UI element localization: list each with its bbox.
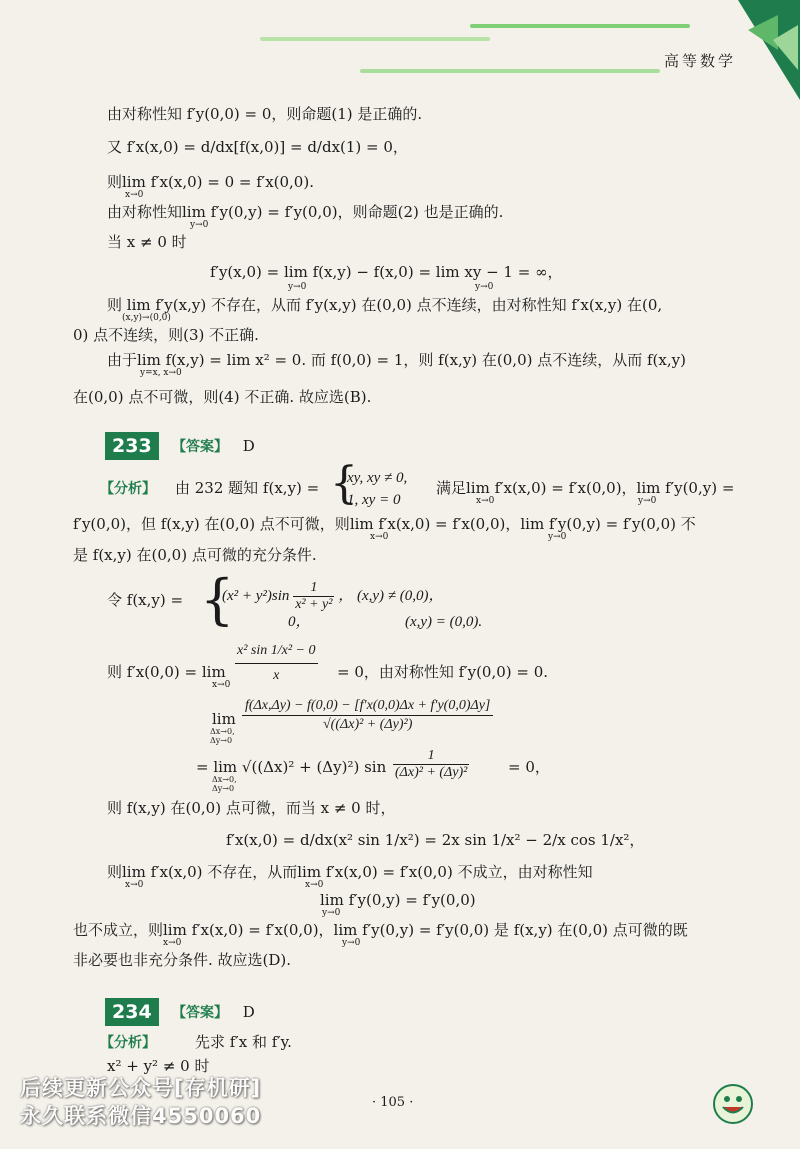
text-line-8: 0) 点不连续，则(3) 不正确. xyxy=(73,326,259,344)
limit-subscript: x→0 xyxy=(305,880,324,890)
header-stripe-2 xyxy=(260,37,490,41)
header-stripe-3 xyxy=(360,69,660,73)
diff-limit-line-2-tail: = 0， xyxy=(508,758,550,776)
analysis-line-9: f′x(x,0) = d/dx(x² sin 1/x²) = 2x sin 1/x² − 2/x cos 1/x²， xyxy=(226,831,645,849)
limit-subscript: Δx→0, Δy→0 xyxy=(210,727,235,745)
limit-subscript: y=x, x→0 xyxy=(140,368,182,378)
diff-limit-fraction: f(Δx,Δy) − f(0,0) − [f′x(0,0)Δx + f′y(0,0)Δy] √((Δx)² + (Δy)²) xyxy=(242,697,493,734)
limit-subscript: x→0 xyxy=(370,532,389,542)
analysis-line-8: 则 f(x,y) 在(0,0) 点可微，而当 x ≠ 0 时， xyxy=(107,799,396,817)
answer-value: D xyxy=(242,437,255,455)
watermark-line-1: 后续更新公众号[存机研] xyxy=(20,1076,262,1100)
analysis-line-12: 也不成立，则lim f′x(x,0) = f′x(0,0)，lim f′y(0,y) = f′y(0,0) 是 f(x,y) 在(0,0) 点可微的既 xyxy=(73,921,688,939)
diff-limit-fraction-2: $\frac{1}{\text{(Δx)² + (Δy)²}}$ xyxy=(395,748,468,780)
analysis-line-1: 由 232 题知 f(x,y) = xyxy=(175,479,320,497)
analysis-line-3: 是 f(x,y) 在(0,0) 点可微的充分条件. xyxy=(73,546,317,564)
derivative-fraction: $\frac{\text{x² sin 1/x² − 0}}{x}$ xyxy=(237,643,316,683)
analysis-line-1-tail: 满足lim f′x(x,0) = f′x(0,0)，lim f′y(0,y) = xyxy=(436,479,735,497)
limit-subscript: x→0 xyxy=(212,680,231,690)
limit-subscript: y→0 xyxy=(475,282,494,292)
text-line-10: 在(0,0) 点不可微，则(4) 不正确. 故应选(B). xyxy=(73,388,372,406)
text-line-4: 由对称性知lim f′y(0,y) = f′y(0,0)，则命题(2) 也是正确的. xyxy=(107,203,504,221)
analysis-234-line-2: x² + y² ≠ 0 时 xyxy=(107,1057,210,1075)
limit-subscript: x→0 xyxy=(476,496,495,506)
piecewise-case-2-condition: (x,y) = (0,0). xyxy=(405,614,483,630)
limit-subscript: y→0 xyxy=(548,532,567,542)
limit-subscript: (x,y)→(0,0) xyxy=(122,313,171,323)
text-line-7: 则 lim f′y(x,y) 不存在，从而 f′y(x,y) 在(0,0) 点不连续，由对称性知 f′x(x,y) 在(0, xyxy=(107,296,663,314)
limit-subscript: x→0 xyxy=(125,880,144,890)
case-2: 1, xy = 0 xyxy=(347,492,401,508)
brace: { xyxy=(330,458,358,509)
case-1: xy, xy ≠ 0, xyxy=(347,470,408,486)
analysis-line-11: lim f′y(0,y) = f′y(0,0) xyxy=(320,891,476,909)
formula-line-6: f′y(x,0) = lim f(x,y) − f(x,0) = lim xy − 1 = ∞， xyxy=(210,263,563,281)
header-stripe-1 xyxy=(470,24,690,28)
limit-subscript: y→0 xyxy=(322,908,341,918)
piecewise-case-2-value: 0， xyxy=(288,614,311,630)
limit-subscript: x→0 xyxy=(125,190,144,200)
derivative-line-tail: = 0，由对称性知 f′y(0,0) = 0. xyxy=(337,663,549,681)
text-line-9: 由于lim f(x,y) = lim x² = 0. 而 f(0,0) = 1，则 f(x,y) 在(0,0) 点不连续，从而 f(x,y) xyxy=(107,351,686,369)
page-number: · 105 · xyxy=(372,1095,414,1110)
answer-value: D xyxy=(242,1003,255,1021)
text-line-5: 当 x ≠ 0 时 xyxy=(107,233,187,251)
derivative-line-label: 则 f′x(0,0) = lim xyxy=(107,663,226,681)
analysis-line-13: 非必要也非充分条件. 故应选(D). xyxy=(73,951,292,969)
brace: { xyxy=(200,568,235,631)
analysis-tag: 【分析】 xyxy=(100,1035,156,1051)
analysis-line-10: 则lim f′x(x,0) 不存在，从而lim f′x(x,0) = f′x(0,0) 不成立，由对称性知 xyxy=(107,863,593,881)
answer-tag: 【答案】 xyxy=(172,439,228,455)
limit-subscript: Δx→0, Δy→0 xyxy=(212,775,237,793)
analysis-234-line-1: 先求 f′x 和 f′y. xyxy=(195,1033,292,1051)
answer-tag: 【答案】 xyxy=(172,1005,228,1021)
problem-number-badge: 234 xyxy=(105,998,159,1026)
limit-subscript: y→0 xyxy=(638,496,657,506)
text-line-1: 由对称性知 f′y(0,0) = 0，则命题(1) 是正确的. xyxy=(107,105,423,123)
limit-subscript: y→0 xyxy=(288,282,307,292)
limit-subscript: y→0 xyxy=(342,938,361,948)
problem-number-badge: 233 xyxy=(105,432,159,460)
diff-limit-label: lim xyxy=(212,710,236,728)
limit-subscript: y→0 xyxy=(190,220,209,230)
analysis-tag: 【分析】 xyxy=(100,481,156,497)
header-title: 高等数学 xyxy=(664,52,737,70)
corner-decoration xyxy=(728,0,800,100)
diff-limit-line-2: = lim √((Δx)² + (Δy)²) sin xyxy=(196,758,387,776)
text-line-3: 则lim f′x(x,0) = 0 = f′x(0,0). xyxy=(107,173,314,191)
smiley-icon xyxy=(712,1083,754,1129)
piecewise-case-1: (x² + y²)sin $\frac{1}{\text{x² + y²}}$ ， (x,y) ≠ (0,0)， xyxy=(222,580,444,612)
analysis-line-2: f′y(0,0)，但 f(x,y) 在(0,0) 点不可微，则lim f′x(x,0) = f′x(0,0)，lim f′y(0,y) = f′y(0,0) 不 xyxy=(73,515,696,533)
watermark-line-2: 永久联系微信4550060 xyxy=(20,1104,262,1128)
limit-subscript: x→0 xyxy=(163,938,182,948)
text-line-2: 又 f′x(x,0) = d/dx[f(x,0)] = d/dx(1) = 0， xyxy=(107,138,408,156)
piecewise-label: 令 f(x,y) = xyxy=(107,591,184,609)
